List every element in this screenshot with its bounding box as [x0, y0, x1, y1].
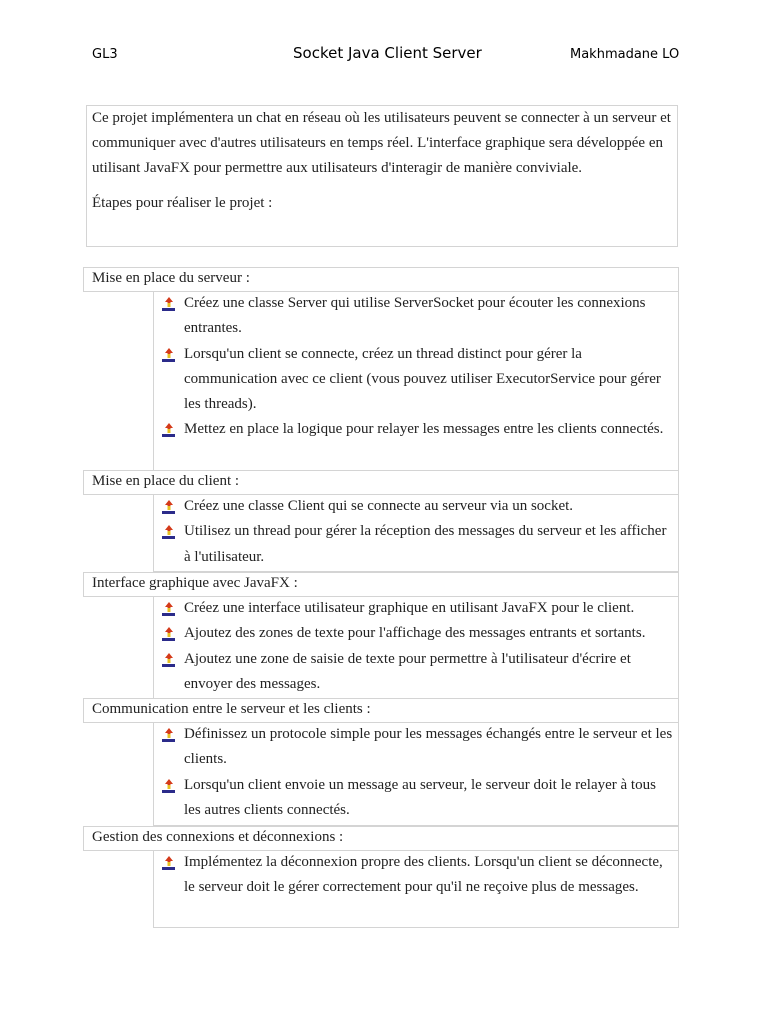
list-item: [154, 291, 678, 342]
header-course-code: GL3: [92, 47, 118, 62]
section-title-communication: Communication entre le serveur et les clients :: [83, 698, 679, 723]
bullet-arrow-icon: [162, 856, 176, 870]
list-item-text: Utilisez un thread pour gérer la réception des messages du serveur et les afficher à l'utilisateur.: [184, 523, 667, 565]
page-title: Socket Java Client Server: [293, 44, 482, 62]
list-item-text: Créez une interface utilisateur graphique en utilisant JavaFX pour le client.: [184, 600, 635, 616]
bullet-arrow-icon: [162, 653, 176, 667]
intro-paragraph: Ce projet implémentera un chat en réseau où les utilisateurs peuvent se connecter à un serveur et communiquer avec d'autres utilisateurs en temps réel. L'interface graphique sera développée en utilisant JavaFX pour permettre aux utilisateurs d'interagir de manière conviviale.: [92, 110, 671, 176]
list-item-text: Implémentez la déconnexion propre des clients. Lorsqu'un client se déconnecte, le serveur doit le gérer correctement pour qu'il ne reçoive plus de messages.: [184, 854, 663, 896]
section-title-server: Mise en place du serveur :: [83, 267, 679, 292]
list-item-text: Lorsqu'un client se connecte, créez un thread distinct pour gérer la communication avec ce client (vous pouvez utiliser ExecutorService pour gérer les threads).: [184, 345, 661, 413]
bullet-arrow-icon: [162, 297, 176, 311]
section-body-connections: [153, 850, 679, 928]
section-body-javafx: [153, 596, 679, 699]
bullet-arrow-icon: [162, 500, 176, 514]
list-item: [154, 519, 678, 570]
list-item-text: Ajoutez une zone de saisie de texte pour permettre à l'utilisateur d'écrire et envoyer des messages.: [184, 650, 631, 692]
section-body-client: [153, 494, 679, 572]
list-item: [154, 494, 678, 519]
bullet-arrow-icon: [162, 602, 176, 616]
list-item: [154, 850, 678, 901]
steps-label: Étapes pour réaliser le projet :: [92, 195, 273, 211]
section-title-client: Mise en place du client :: [83, 470, 679, 495]
list-item-text: Définissez un protocole simple pour les messages échangés entre le serveur et les clients.: [184, 726, 673, 768]
list-item: [154, 621, 678, 646]
section-body-server: [153, 291, 679, 471]
list-item: [154, 342, 678, 418]
bullet-arrow-icon: [162, 728, 176, 742]
section-title-connections: Gestion des connexions et déconnexions :: [83, 826, 679, 851]
list-item: [154, 417, 678, 442]
section-body-communication: [153, 722, 679, 826]
header-author: Makhmadane LO: [570, 47, 680, 62]
bullet-arrow-icon: [162, 525, 176, 539]
list-item: [154, 773, 678, 824]
list-item-text: Créez une classe Client qui se connecte au serveur via un socket.: [184, 498, 574, 514]
list-item-text: Mettez en place la logique pour relayer les messages entre les clients connectés.: [184, 421, 664, 438]
intro-box: [86, 105, 678, 247]
bullet-arrow-icon: [162, 348, 176, 362]
section-title-javafx: Interface graphique avec JavaFX :: [83, 572, 679, 597]
list-item: [154, 647, 678, 698]
list-item: [154, 722, 678, 773]
list-item-text: Ajoutez des zones de texte pour l'affichage des messages entrants et sortants.: [184, 625, 646, 642]
list-item-text: Lorsqu'un client envoie un message au serveur, le serveur doit le relayer à tous les autres clients connectés.: [184, 776, 656, 818]
bullet-arrow-icon: [162, 627, 176, 641]
list-item-text: Créez une classe Server qui utilise ServerSocket pour écouter les connexions entrantes.: [184, 295, 646, 337]
bullet-arrow-icon: [162, 779, 176, 793]
bullet-arrow-icon: [162, 423, 176, 437]
list-item: [154, 596, 678, 621]
